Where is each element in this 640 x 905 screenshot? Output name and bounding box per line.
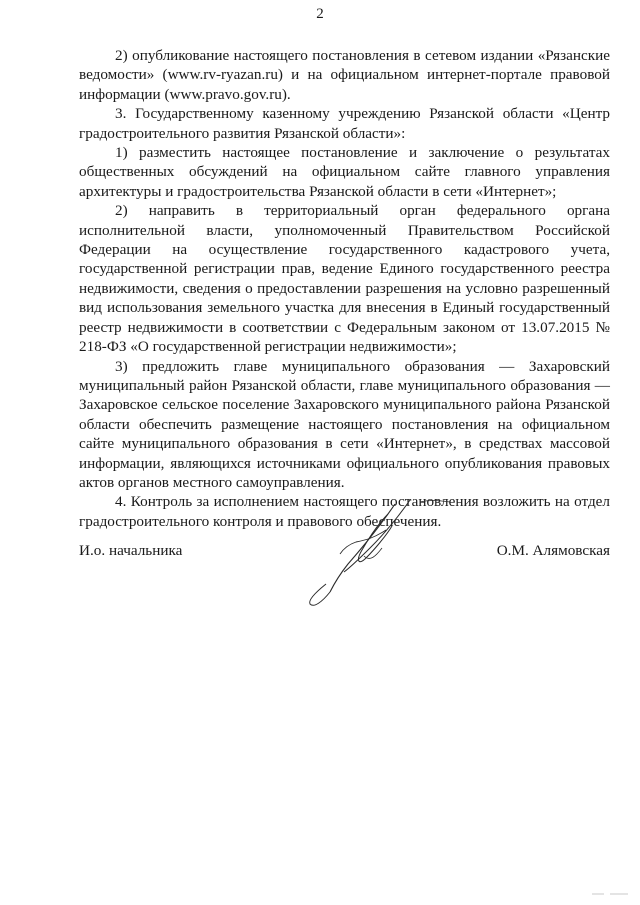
page-number: 2: [316, 6, 324, 22]
scan-artifact-mark: [590, 891, 630, 897]
paragraph-item-4: 4. Контроль за исполнением настоящего постановления возложить на отдел градостроительного контроля и правового обеспечения.: [79, 493, 610, 530]
paragraph-publication: 2) опубликование настоящего постановления в сетевом издании «Рязанские ведомости» (www.rv-ryazan.ru) и на официальном интернет-портале правовой информации (www.pravo.gov.ru).: [79, 47, 610, 103]
signatory-name: О.М. Алямовская: [496, 542, 610, 559]
paragraph-item-3-1: 1) разместить настоящее постановление и заключение о результатах общественных обсуждений на официальном сайте главного управления архитектуры и градостроительства Рязанской области в сети «Интернет»;: [79, 144, 610, 200]
paragraph-item-3-3: 3) предложить главе муниципального образования — Захаровский муниципальный район Рязанской области, главе муниципального образования — Захаровское сельское поселение Захаровского муниципального района Рязанской области обеспечить размещение настоящего постановления на официальном сайте муниципального образования в сети «Интернет», в средствах массовой информации, являющихся источниками официального опубликования правовых актов органов местного самоуправления.: [79, 357, 610, 491]
document-body: [79, 46, 610, 531]
handwritten-signature: [300, 496, 460, 616]
paragraph-item-3-2: 2) направить в территориальный орган федерального органа исполнительной власти, уполномоченный Правительством Российской Федерации на осуществление государственного кадастрового учета, государственной регистрации прав, ведение Единого государственного реестра недвижимости, сведения о предоставлении разрешения на условно разрешенный вид использования земельного участка для внесения в Единый государственный реестр недвижимости в соответствии с Федеральным законом от 13.07.2015 № 218-ФЗ «О государственной регистрации недвижимости»;: [79, 202, 610, 356]
signatory-title: И.о. начальника: [79, 542, 183, 559]
paragraph-item-3: 3. Государственному казенному учреждению Рязанской области «Центр градостроительного развития Рязанской области»:: [79, 105, 610, 142]
